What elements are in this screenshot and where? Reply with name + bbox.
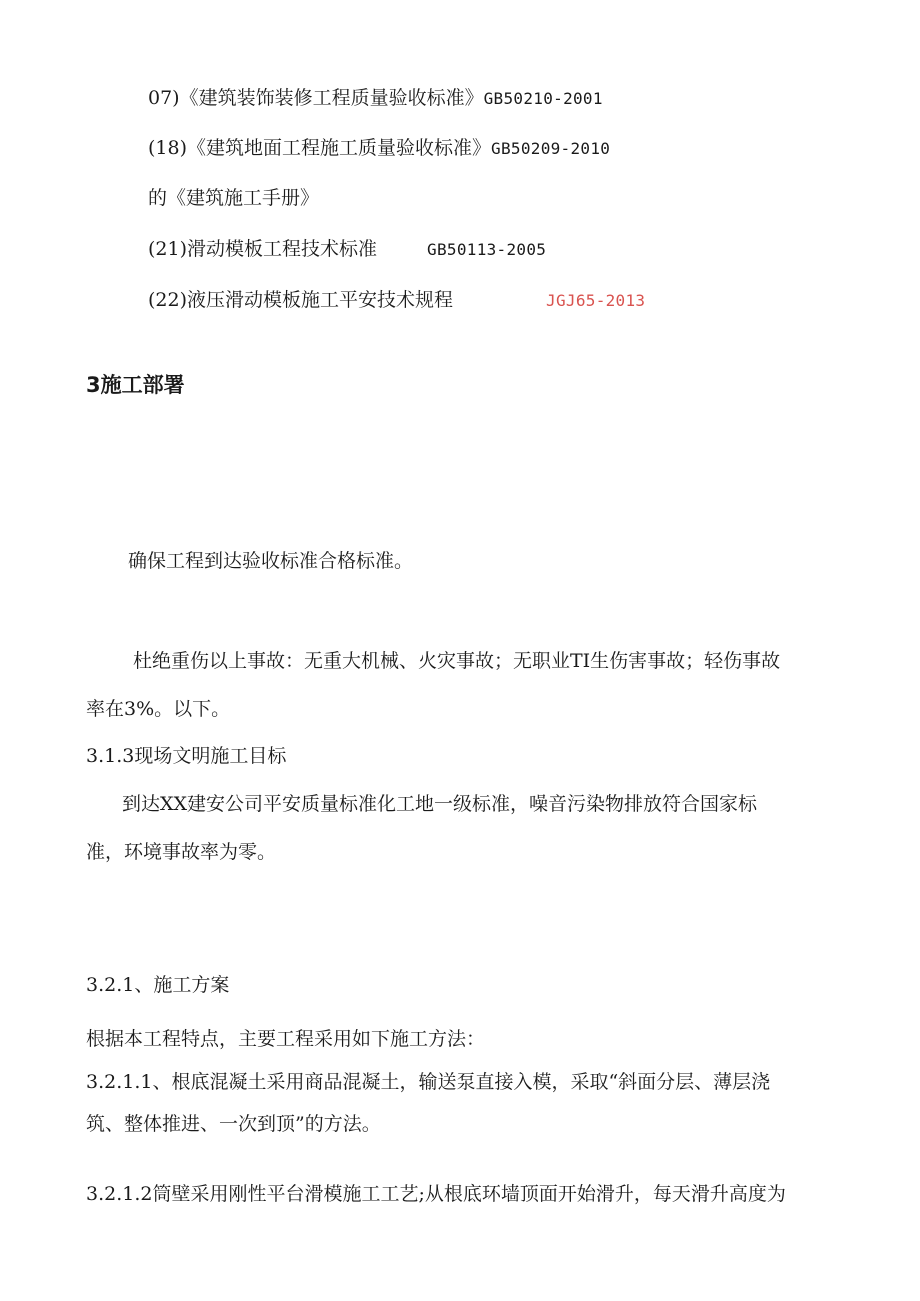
quality-goal: 确保工程到达验收标准合格标准。: [128, 550, 414, 572]
safety-goal-line: 率在3%。以下。: [86, 698, 231, 720]
plan-item-line: 3.2.1.2筒壁采用刚性平台滑模施工工艺;从根底环墙顶面开始滑升，每天滑升高度为: [86, 1183, 786, 1205]
standard-code: JGJ65-2013: [546, 291, 646, 310]
standard-prefix: (21): [148, 238, 188, 260]
standard-prefix: (18): [148, 137, 188, 159]
safety-goal-line: 杜绝重伤以上事故：无重大机械、火灾事故；无职业TI生伤害事故；轻伤事故: [133, 650, 781, 672]
standard-item: [148, 185, 319, 211]
standard-prefix: 07): [148, 87, 180, 109]
plan-item-line: 筑、整体推进、一次到顶”的方法。: [86, 1113, 381, 1135]
standard-item: [148, 135, 610, 162]
plan-item-line: 3.2.1.1、根底混凝土采用商品混凝土，输送泵直接入模，采取“斜面分层、薄层浇: [86, 1071, 771, 1093]
standard-prefix: (22): [148, 289, 188, 311]
plan-intro: 根据本工程特点，主要工程采用如下施工方法：: [86, 1028, 486, 1050]
standard-prefix: 的: [148, 187, 168, 209]
section-heading: 3施工部署: [86, 373, 185, 397]
standard-title: 《建筑施工手册》: [167, 187, 320, 209]
standard-item: [148, 287, 645, 314]
standard-item: [148, 85, 603, 112]
standard-item: [148, 236, 546, 263]
plan-heading: 3.2.1、施工方案: [86, 974, 230, 996]
standard-code: GB50210-2001: [483, 89, 603, 108]
standard-title: 滑动模板工程技术标准: [187, 238, 378, 260]
standard-title: 液压滑动模板施工平安技术规程: [187, 289, 454, 311]
civilized-goal-line: 准，环境事故率为零。: [86, 841, 277, 863]
standard-title: 《建筑装饰装修工程质量验收标准》: [179, 87, 484, 109]
standard-code: GB50113-2005: [427, 240, 547, 259]
standard-title: 《建筑地面工程施工质量验收标准》: [187, 137, 492, 159]
civilized-heading: 3.1.3现场文明施工目标: [86, 745, 287, 767]
standard-code: GB50209-2010: [491, 139, 611, 158]
civilized-goal-line: 到达XX建安公司平安质量标准化工地一级标准，噪音污染物排放符合国家标: [122, 793, 758, 815]
